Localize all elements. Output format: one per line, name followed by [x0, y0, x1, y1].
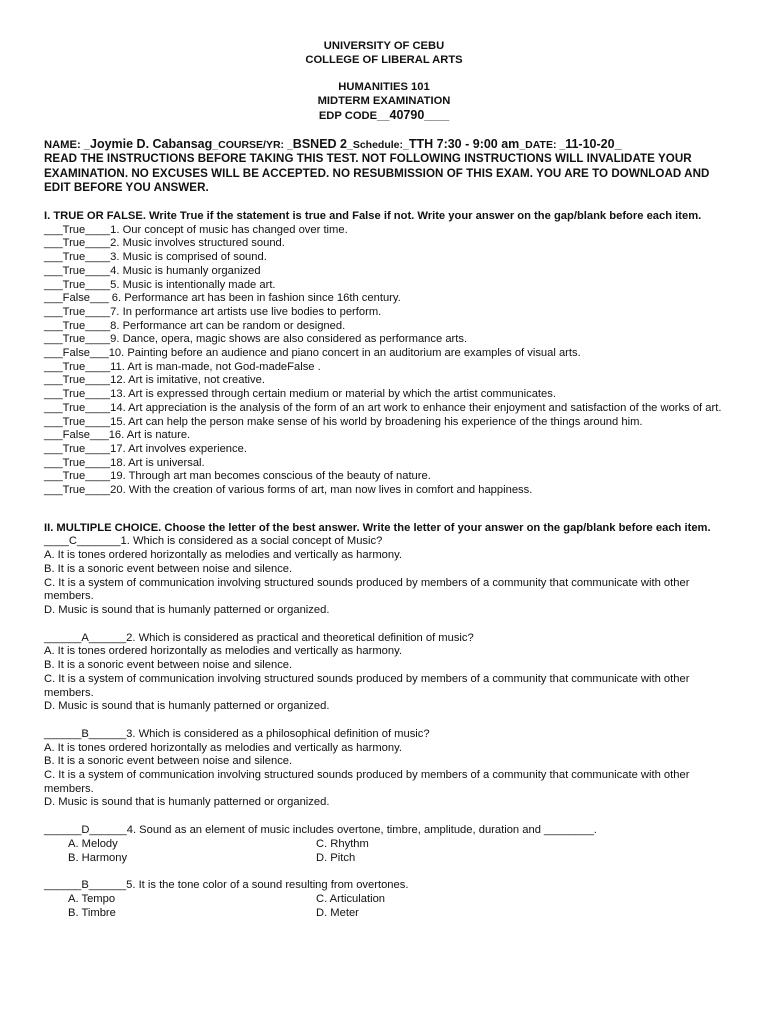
tf-item: ___True____7. In performance art artists use live bodies to perform.	[44, 305, 382, 318]
student-info-line	[44, 138, 724, 153]
mc-question-1	[44, 535, 724, 617]
option-d: D. Meter	[316, 906, 359, 919]
option-c: C. It is a system of communication involving structured sounds produced by members of a community that communicate with other members.	[44, 672, 690, 699]
option-c: C. Rhythm	[316, 837, 369, 850]
tf-item: ___True____9. Dance, opera, magic shows are also considered as performance arts.	[44, 333, 468, 346]
edp-code	[44, 109, 724, 124]
tf-item: ___True____15. Art can help the person make sense of his world by broadening his experience of the things around him.	[44, 415, 643, 428]
tf-item: ___True____1. Our concept of music has changed over time.	[44, 223, 348, 236]
question-stem: ______B______5. It is the tone color of a sound resulting from overtones.	[44, 879, 409, 892]
tf-list	[44, 224, 724, 498]
tf-item: ___True____18. Art is universal.	[44, 456, 205, 469]
university-name: UNIVERSITY OF CEBU	[323, 40, 445, 52]
edp-label: EDP CODE__	[318, 109, 390, 122]
option-b: B. Harmony	[68, 851, 128, 864]
tf-item: ___False___ 6. Performance art has been in fashion since 16th century.	[44, 292, 401, 305]
tf-item: ___True____14. Art appreciation is the analysis of the form of an art work to enhance their enjoyment and satisfaction of the works of art.	[44, 401, 722, 414]
option-a: A. Melody	[68, 837, 118, 850]
edp-value: 40790	[389, 107, 425, 122]
option-b: B. It is a sonoric event between noise and silence.	[44, 659, 293, 672]
option-b: B. It is a sonoric event between noise and silence.	[44, 755, 293, 768]
mc-question-5	[44, 879, 724, 920]
exam-title: MIDTERM EXAMINATION	[317, 95, 451, 108]
tf-item: ___True____5. Music is intentionally made art.	[44, 278, 276, 291]
option-a: A. It is tones ordered horizontally as melodies and vertically as harmony.	[44, 549, 402, 562]
option-d: D. Music is sound that is humanly patterned or organized.	[44, 796, 330, 809]
tf-item: ___True____12. Art is imitative, not creative.	[44, 374, 265, 387]
tf-item: ___True____4. Music is humanly organized	[44, 264, 261, 277]
date-value: 11-10-20	[565, 136, 615, 151]
option-d: D. Pitch	[316, 851, 356, 864]
tf-heading: I. TRUE OR FALSE. Write True if the statement is true and False if not. Write your answer on the gap/blank before each item.	[44, 210, 702, 222]
schedule-label: _Schedule:_	[346, 138, 409, 151]
question-stem: ______B______3. Which is considered as a philosophical definition of music?	[44, 727, 430, 740]
name-label: NAME: _	[44, 138, 90, 151]
option-c: C. It is a system of communication involving structured sounds produced by members of a community that communicate with other members.	[44, 576, 690, 603]
edp-tail: ____	[424, 109, 450, 122]
option-c: C. It is a system of communication involving structured sounds produced by members of a community that communicate with other members.	[44, 769, 690, 795]
question-stem: ______A______2. Which is considered as practical and theoretical definition of music?	[44, 631, 474, 644]
tf-item: ___True____17. Art involves experience.	[44, 442, 247, 455]
student-name: Joymie D. Cabansag	[90, 136, 213, 151]
option-d: D. Music is sound that is humanly patterned or organized.	[44, 700, 330, 713]
question-stem: ____C_______1. Which is considered as a social concept of Music?	[44, 535, 383, 548]
tf-item: ___False___16. Art is nature.	[44, 429, 191, 442]
course-title: HUMANITIES 101	[338, 81, 430, 94]
tf-item: ___True____20. With the creation of various forms of art, man now lives in comfort and happiness.	[44, 484, 533, 497]
mc-heading: II. MULTIPLE CHOICE. Choose the letter of the best answer. Write the letter of your answer on the gap/blank before each item.	[44, 521, 711, 534]
tf-item: ___True____11. Art is man-made, not God-madeFalse .	[44, 360, 321, 373]
option-b: B. It is a sonoric event between noise and silence.	[44, 562, 293, 575]
mc-question-2	[44, 632, 724, 714]
mc-question-4	[44, 824, 724, 865]
option-c: C. Articulation	[316, 892, 386, 905]
tf-item: ___True____3. Music is comprised of sound.	[44, 251, 267, 264]
option-d: D. Music is sound that is humanly patterned or organized.	[44, 603, 330, 616]
college-name: COLLEGE OF LIBERAL ARTS	[305, 53, 463, 66]
date-label: _DATE: _	[519, 138, 566, 151]
option-a: A. It is tones ordered horizontally as melodies and vertically as harmony.	[44, 741, 402, 754]
question-stem: ______D______4. Sound as an element of music includes overtone, timbre, amplitude, duration and ________.	[44, 824, 597, 837]
options-grid	[44, 838, 724, 865]
instructions: READ THE INSTRUCTIONS BEFORE TAKING THIS TEST. NOT FOLLOWING INSTRUCTIONS WILL INVALIDATE YOUR EXAMINATION. NO EXCUSES WILL BE ACCEPTED. NO RESUBMISSION OF THIS EXAM. YOU ARE TO DOWNLOAD AND EDIT BEFORE YOU ANSWER.	[44, 152, 710, 195]
option-b: B. Timbre	[68, 906, 116, 919]
option-a: A. Tempo	[68, 892, 116, 905]
options-grid	[44, 893, 724, 920]
schedule-value: TTH 7:30 - 9:00 am	[408, 136, 520, 151]
date-tail: _	[614, 136, 622, 151]
tf-item: ___False___10. Painting before an audience and piano concert in an auditorium are examples of visual arts.	[44, 347, 581, 360]
course-label: _COURSE/YR: _	[212, 138, 293, 151]
option-a: A. It is tones ordered horizontally as melodies and vertically as harmony.	[44, 645, 402, 658]
tf-item: ___True____8. Performance art can be random or designed.	[44, 319, 346, 332]
mc-question-3	[44, 728, 724, 810]
course-value: BSNED 2	[292, 136, 347, 151]
tf-item: ___True____13. Art is expressed through certain medium or material by which the artist communicates.	[44, 388, 556, 401]
tf-item: ___True____19. Through art man becomes conscious of the beauty of nature.	[44, 470, 431, 483]
tf-item: ___True____2. Music involves structured sound.	[44, 237, 285, 250]
